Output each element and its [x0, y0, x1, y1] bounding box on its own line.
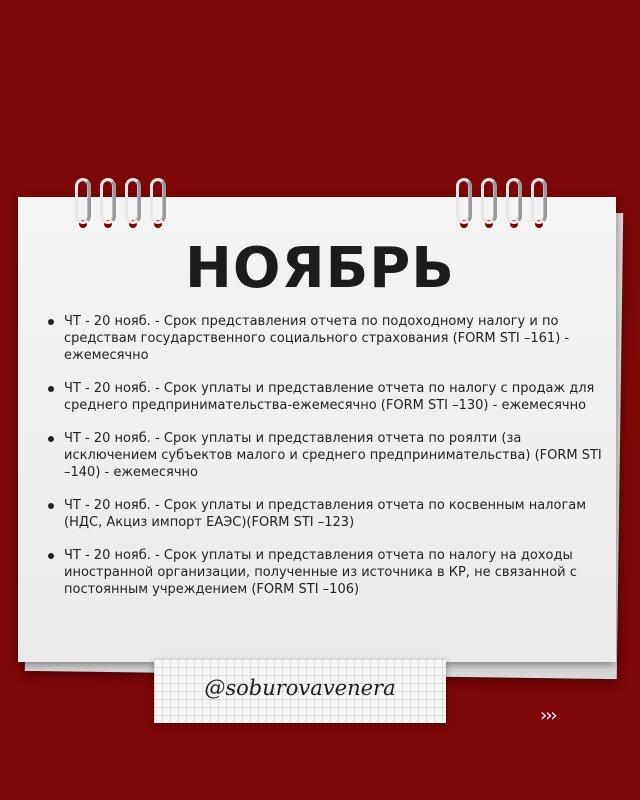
list-item-text: ЧТ - 20 нояб. - Срок уплаты и представление отчета по налогу с продаж для среднего предпринимательства-ежемесячно (FORM STI –130) - ежемесячно — [64, 381, 595, 413]
deadline-list — [44, 313, 604, 614]
list-item-text: ЧТ - 20 нояб. - Срок уплаты и представления отчета по косвенным налогам (НДС, Акциз импорт ЕАЭС)(FORM STI –123) — [64, 498, 587, 530]
binder-rings-left — [74, 178, 167, 228]
spiral-ring-icon — [455, 178, 473, 228]
bullet-icon — [48, 386, 54, 392]
spiral-ring-icon — [124, 178, 142, 228]
triple-chevron-right-icon[interactable]: ››› — [540, 705, 556, 726]
list-item-text: ЧТ - 20 нояб. - Срок уплаты и представления отчета по налогу на доходы иностранной организации, полученные из источника в КР, не связанной с постоянным учреждением (FORM STI –106) — [64, 548, 577, 597]
bullet-icon — [48, 503, 54, 509]
list-item-text: ЧТ - 20 нояб. - Срок уплаты и представления отчета по роялти (за исключением субъектов малого и среднего предпринимательства) (FORM STI –140) - ежемесячно — [64, 431, 602, 480]
grid-paper-note — [154, 659, 446, 723]
bullet-icon — [48, 319, 54, 325]
spiral-ring-icon — [505, 178, 523, 228]
month-title: НОЯБРЬ — [184, 236, 455, 301]
binder-rings-right — [455, 178, 548, 228]
list-item — [44, 380, 604, 414]
spiral-ring-icon — [74, 178, 92, 228]
list-item-text: ЧТ - 20 нояб. - Срок представления отчета по подоходному налогу и по средствам государственного социального страхования (FORM STI –161) - ежемесячно — [64, 314, 570, 363]
list-item — [44, 547, 604, 598]
spiral-ring-icon — [149, 178, 167, 228]
spiral-ring-icon — [530, 178, 548, 228]
list-item — [44, 430, 604, 481]
spiral-ring-icon — [99, 178, 117, 228]
list-item — [44, 497, 604, 531]
bullet-icon — [48, 553, 54, 559]
list-item — [44, 313, 604, 364]
author-handle[interactable]: @soburovavenera — [204, 676, 396, 700]
spiral-ring-icon — [480, 178, 498, 228]
bullet-icon — [48, 436, 54, 442]
